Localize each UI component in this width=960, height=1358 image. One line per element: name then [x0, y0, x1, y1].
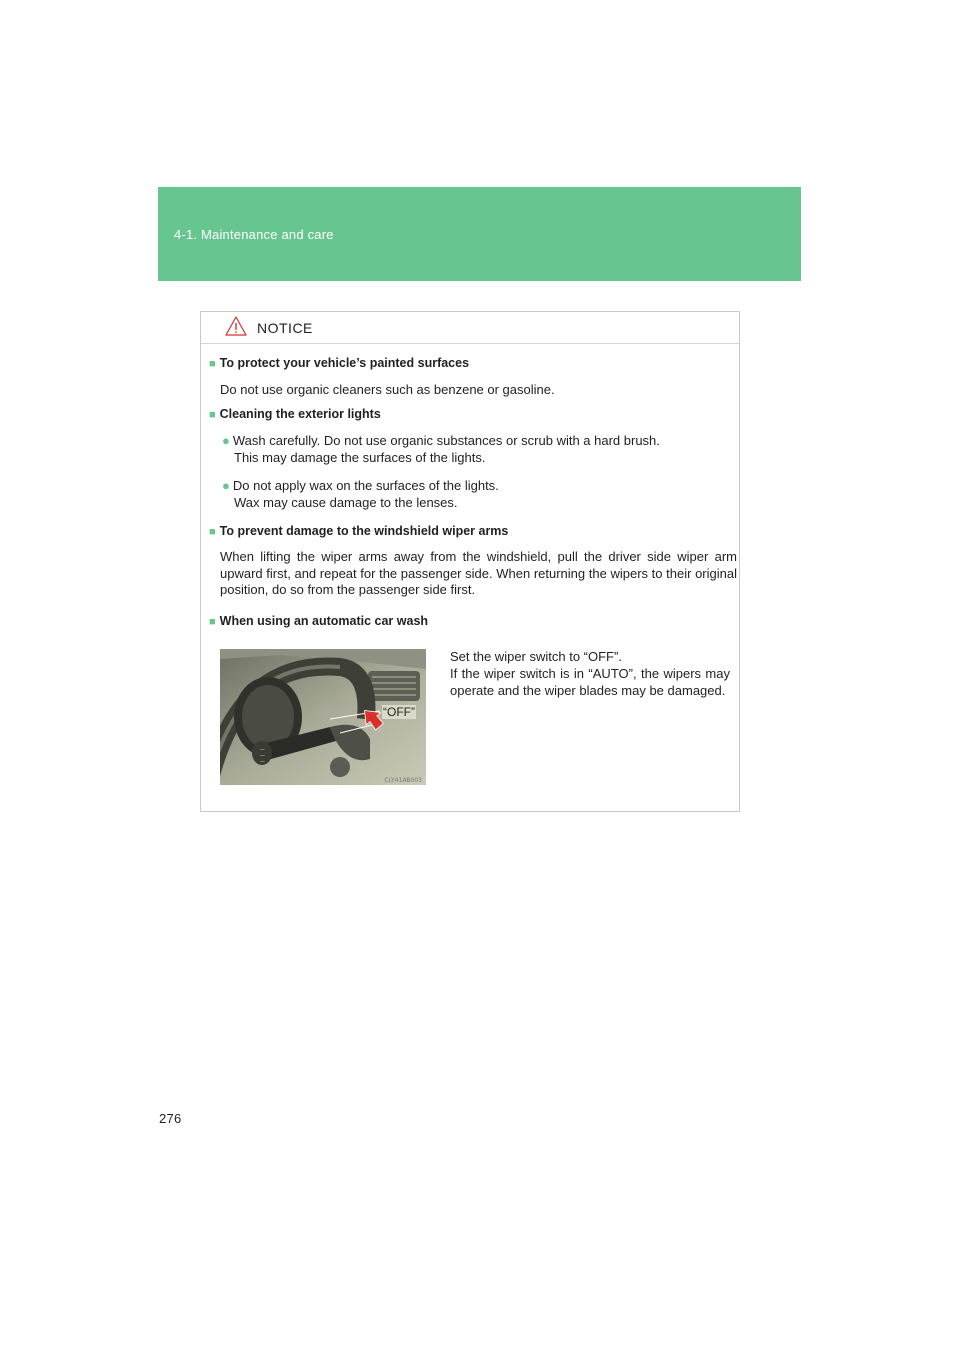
bullet-no-wax: ● Do not apply wax on the surfaces of the lights. Wax may cause damage to the lenses.	[222, 478, 499, 510]
heading-painted-surfaces: ■ To protect your vehicle’s painted surfaces	[209, 356, 470, 370]
figure-code: CLY41AB003	[384, 777, 422, 784]
notice-box	[200, 311, 740, 812]
text-wiper-arms: When lifting the wiper arms away from the windshield, pull the driver side wiper arm upward first, and repeat for the passenger side. When returning the wipers to their original position, do so from the passenger side first.	[220, 549, 737, 597]
circle-bullet-icon: ●	[222, 478, 230, 493]
text-car-wash	[450, 648, 730, 699]
svg-text:—: —	[260, 753, 265, 759]
square-bullet-icon: ■	[209, 358, 216, 370]
square-bullet-icon: ■	[209, 616, 216, 628]
svg-text:—: —	[260, 747, 265, 753]
section-title: 4-1. Maintenance and care	[174, 227, 334, 242]
heading-wiper-arms: ■ To prevent damage to the windshield wiper arms	[209, 524, 509, 538]
notice-header	[201, 312, 739, 344]
square-bullet-icon: ■	[209, 526, 216, 538]
text-painted-surfaces: Do not use organic cleaners such as benzene or gasoline.	[220, 382, 555, 397]
bullet-wash-carefully: ● Wash carefully. Do not use organic substances or scrub with a hard brush. This may damage the surfaces of the lights.	[222, 433, 660, 465]
notice-title: NOTICE	[257, 320, 313, 336]
heading-car-wash: ■ When using an automatic car wash	[209, 614, 429, 628]
heading-exterior-lights: ■ Cleaning the exterior lights	[209, 407, 381, 421]
svg-text:—: —	[260, 759, 265, 765]
square-bullet-icon: ■	[209, 409, 216, 421]
chapter-header-band	[158, 187, 801, 281]
text-car-wash-rest: If the wiper switch is in “AUTO”, the wipers may operate and the wiper blades may be damaged.	[450, 666, 730, 698]
text-car-wash-line1: Set the wiper switch to “OFF”.	[450, 649, 622, 664]
warning-triangle-icon	[225, 316, 247, 336]
page-number: 276	[159, 1111, 182, 1126]
off-callout-label: “OFF”	[383, 705, 415, 719]
circle-bullet-icon: ●	[222, 433, 230, 448]
